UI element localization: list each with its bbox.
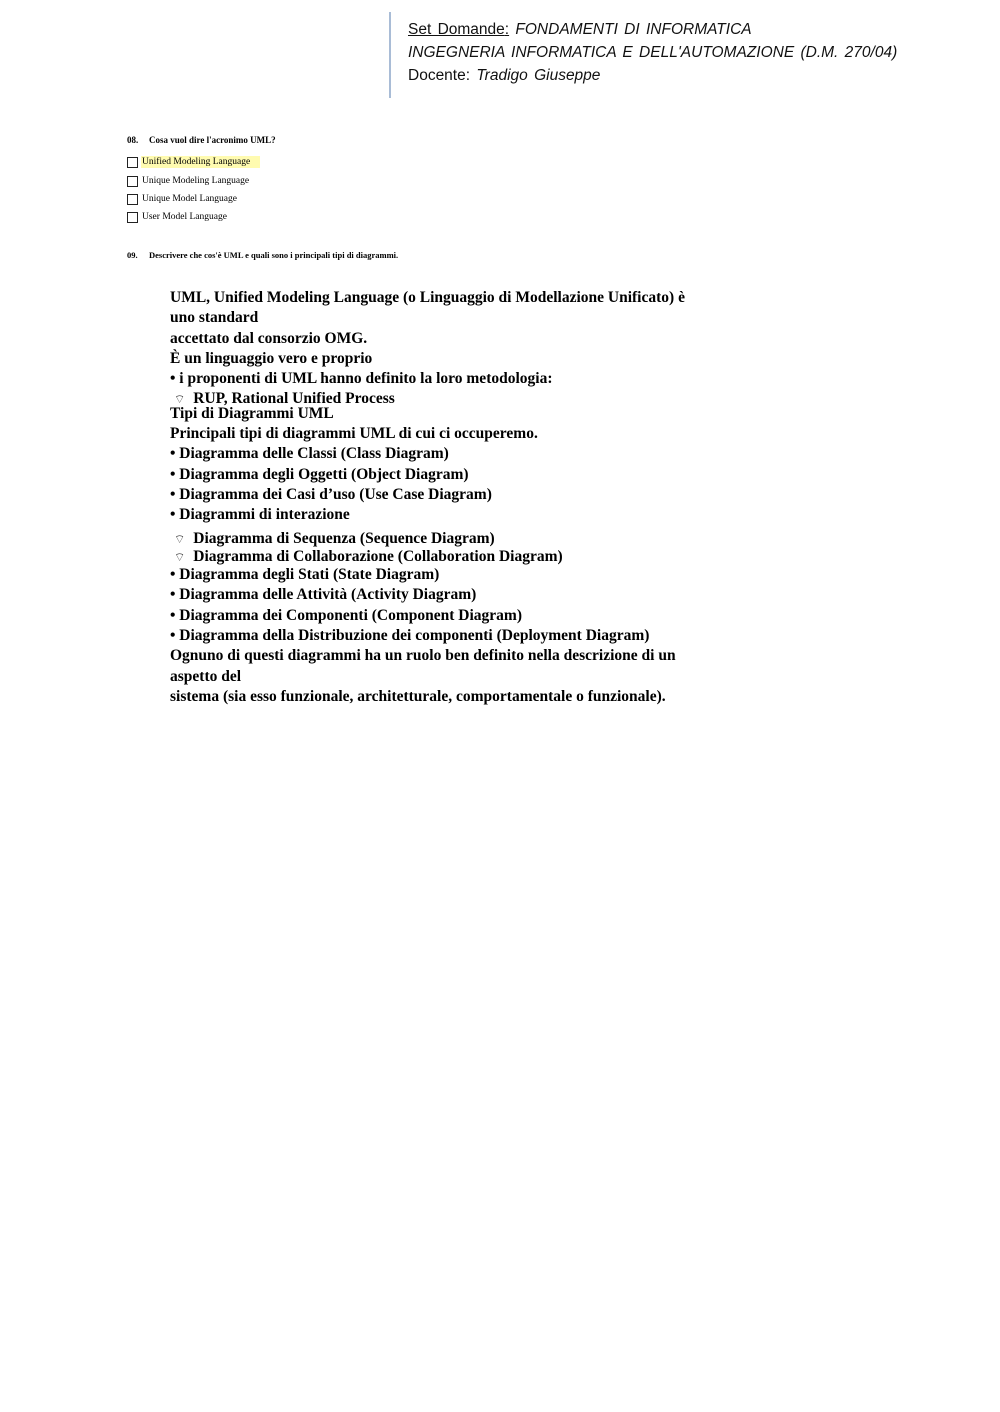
answer-line: È un linguaggio vero e proprio	[170, 349, 373, 367]
document-header	[408, 18, 897, 87]
teacher-label: Docente:	[408, 67, 471, 84]
answer-line: • i proponenti di UML hanno definito la loro metodologia:	[170, 370, 553, 388]
set-separator: :	[504, 21, 510, 38]
answer-line: Diagramma di Collaborazione (Collaboration Diagram)	[193, 547, 563, 565]
answer-line: • Diagramma dei Componenti (Component Diagram)	[170, 606, 522, 624]
answer-line: sistema (sia esso funzionale, architetturale, comportamentale o funzionale).	[170, 687, 666, 705]
answer-line: Principali tipi di diagrammi UML di cui ci occuperemo.	[170, 425, 538, 443]
question-08	[127, 135, 276, 145]
header-teacher-line	[408, 64, 897, 87]
checkbox[interactable]	[127, 157, 138, 168]
question-09	[127, 250, 398, 260]
answer-line: • Diagramma degli Stati (State Diagram)	[170, 566, 440, 584]
option-label: User Model Language	[142, 212, 227, 222]
answer-line: Ognuno di questi diagrammi ha un ruolo ben definito nella descrizione di un	[170, 647, 676, 665]
teacher-name: Tradigo Giuseppe	[476, 67, 601, 84]
sub-bullet-icon: ⌔	[174, 531, 186, 546]
option-label: Unique Modeling Language	[142, 176, 250, 186]
checkbox[interactable]	[127, 176, 138, 187]
question-text: Descrivere che cos'è UML e quali sono i principali tipi di diagrammi.	[149, 250, 399, 260]
set-label: Set Domande	[408, 21, 505, 38]
question-text: Cosa vuol dire l'acronimo UML?	[149, 135, 276, 145]
answer-line: • Diagramma delle Classi (Class Diagram)	[170, 445, 449, 463]
course-title: FONDAMENTI DI INFORMATICA	[515, 21, 752, 38]
answer-line: • Diagramma dei Casi d’uso (Use Case Diagram)	[170, 485, 492, 503]
sub-bullet-icon: ⌔	[174, 392, 186, 407]
header-divider	[389, 12, 391, 98]
option-unique-modeling-language[interactable]	[127, 174, 259, 188]
answer-line: UML, Unified Modeling Language (o Linguaggio di Modellazione Unificato) è	[170, 289, 685, 306]
degree-title: INGEGNERIA INFORMATICA E DELL'AUTOMAZIONE (D.M. 270/04)	[408, 44, 898, 61]
answer-line: • Diagramma degli Oggetti (Object Diagram)	[170, 465, 469, 483]
question-number: 08.	[127, 135, 139, 145]
answer-line: RUP, Rational Unified Process	[193, 390, 395, 408]
option-unified-modeling-language[interactable]	[127, 155, 260, 169]
option-label: Unique Model Language	[142, 194, 237, 204]
option-label: Unified Modeling Language	[141, 156, 260, 168]
answer-heading: Tipi di Diagrammi UML	[170, 404, 334, 422]
option-user-model-language[interactable]	[127, 210, 237, 224]
answer-line: • Diagramma della Distribuzione dei componenti (Deployment Diagram)	[170, 627, 650, 645]
checkbox[interactable]	[127, 212, 138, 223]
answer-09	[170, 288, 740, 707]
checkbox[interactable]	[127, 194, 138, 205]
option-unique-model-language[interactable]	[127, 192, 247, 206]
answer-subitem	[170, 529, 740, 549]
answer-line: • Diagrammi di interazione	[170, 506, 350, 524]
question-number: 09.	[127, 250, 138, 260]
answer-line: accettato dal consorzio OMG.	[170, 329, 368, 347]
answer-line: aspetto del	[170, 667, 242, 685]
answer-line: uno standard	[170, 309, 259, 327]
sub-bullet-icon: ⌔	[174, 549, 186, 564]
answer-line: Diagramma di Sequenza (Sequence Diagram)	[193, 529, 495, 547]
header-set-line	[408, 18, 897, 41]
answer-subitem	[170, 547, 740, 567]
answer-line: • Diagramma delle Attività (Activity Diagram)	[170, 586, 477, 604]
